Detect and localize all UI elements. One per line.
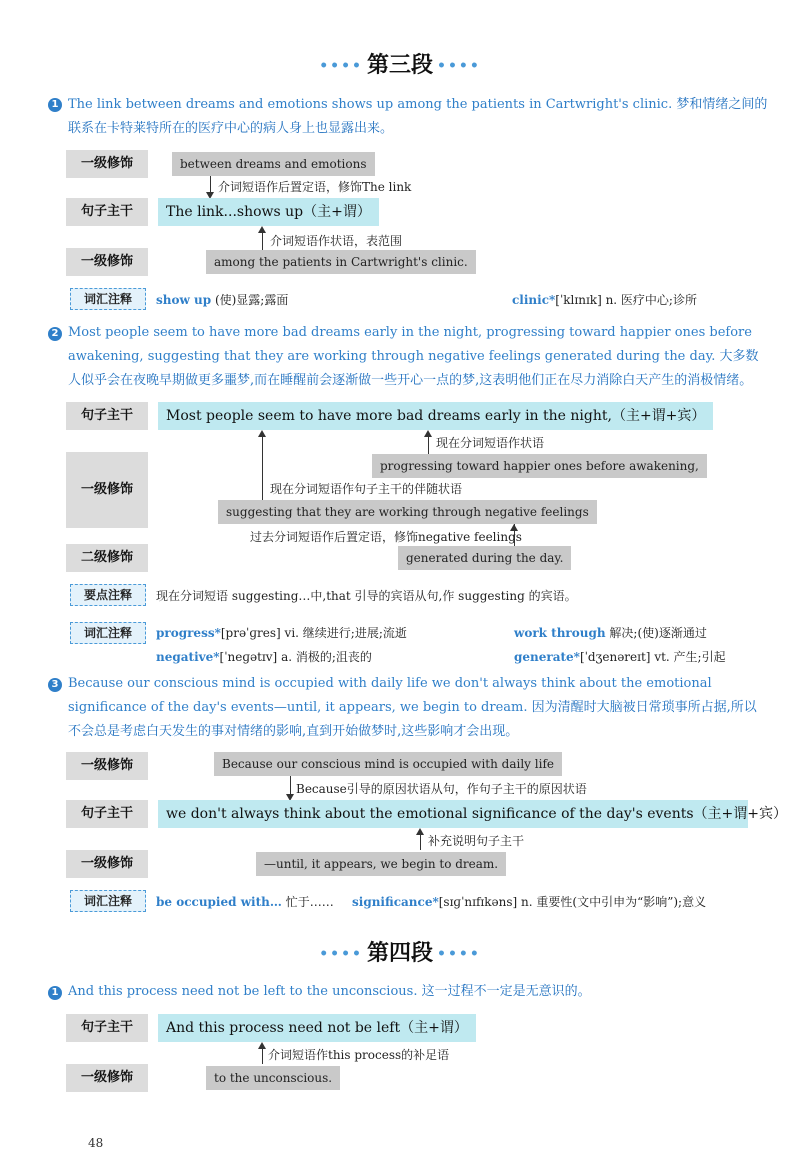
section-title-3	[0, 48, 800, 79]
sentence-en: Most people seem to have more bad dreams early in the night, progressing toward happier ones before awakening, suggesting that they are working through negative feelings generated during the day.	[68, 325, 752, 364]
annotation: 介词短语作状语，表范围	[270, 234, 403, 248]
vocab-word: be occupied with…	[156, 895, 282, 909]
annotation: 介词短语作this process的补足语	[268, 1048, 450, 1062]
vocab-entry	[514, 624, 707, 641]
label-main-clause: 句子主干	[66, 198, 148, 226]
vocab-word: generate*	[514, 650, 580, 664]
vocab-entry	[156, 624, 407, 641]
vocab-word: negative*	[156, 650, 220, 664]
vocab-word: show up	[156, 293, 212, 307]
dots-left: ••••	[319, 946, 363, 962]
modifier-box: generated during the day.	[398, 546, 571, 570]
vocab-word: work through	[514, 626, 606, 640]
annotation: Because引导的原因状语从句，作句子主干的原因状语	[296, 782, 587, 796]
keypoint-text: 现在分词短语 suggesting…中,that 引导的宾语从句,作 suggesting 的宾语。	[156, 589, 577, 603]
connector-line	[262, 230, 263, 250]
vocab-meaning: vi. 继续进行;进展;流逝	[284, 626, 407, 640]
vocab-phonetic: [prəˈɡres]	[220, 626, 281, 640]
vocab-tag: 词汇注释	[70, 288, 146, 310]
sentence-2	[68, 321, 768, 393]
vocab-entry	[156, 291, 288, 308]
section-title-text: 第三段	[366, 52, 433, 78]
label-modifier: 一级修饰	[66, 1064, 148, 1092]
vocab-word: clinic*	[512, 293, 556, 307]
vocab-phonetic: [ˈneɡətɪv]	[219, 650, 278, 664]
dots-right: ••••	[437, 946, 481, 962]
annotation: 现在分词短语作句子主干的伴随状语	[270, 482, 463, 496]
label-modifier: 一级修饰	[66, 248, 148, 276]
sentence-3	[68, 672, 768, 744]
sentence-1	[68, 93, 768, 141]
main-clause-box: we don't always think about the emotional significance of the day's events（主+谓+宾）	[158, 800, 748, 828]
vocab-word: progress*	[156, 626, 221, 640]
vocab-phonetic: [sɪɡˈnɪfɪkəns]	[438, 895, 518, 909]
vocab-meaning: 忙于……	[285, 895, 334, 909]
modifier-box: Because our conscious mind is occupied with daily life	[214, 752, 562, 776]
sentence-number: 1	[48, 986, 62, 1000]
modifier-box: —until, it appears, we begin to dream.	[256, 852, 506, 876]
vocab-meaning: n. 重要性(文中引申为“影响”);意义	[521, 895, 707, 909]
sentence-zh: 大多数人似乎会在夜晚早期做更多噩梦,而在睡醒前会逐渐做一些开心一点的梦,这表明他们正在尽力消除白天产生的消极情绪。	[68, 349, 759, 388]
sentence-zh: 这一过程不一定是无意识的。	[421, 984, 591, 999]
section-title-4	[0, 936, 800, 967]
vocab-entry	[156, 893, 334, 910]
vocab-tag: 词汇注释	[70, 890, 146, 912]
label-main-clause: 句子主干	[66, 402, 148, 430]
sentence-zh: 梦和情绪之间的联系在卡特莱特所在的医疗中心的病人身上也显露出来。	[68, 97, 768, 136]
vocab-entry	[514, 648, 726, 665]
vocab-word: significance*	[352, 895, 439, 909]
vocab-meaning: (使)显露;露面	[214, 293, 289, 307]
modifier-box: between dreams and emotions	[172, 152, 375, 176]
vocab-phonetic: [ˈklɪnɪk]	[555, 293, 602, 307]
vocab-entry	[352, 893, 706, 910]
vocab-meaning: 解决;(使)逐渐通过	[609, 626, 707, 640]
modifier-box: to the unconscious.	[206, 1066, 340, 1090]
sentence-4	[68, 980, 768, 1004]
sentence-number: 1	[48, 98, 62, 112]
vocab-tag: 词汇注释	[70, 622, 146, 644]
modifier-box: among the patients in Cartwright's clinic.	[206, 250, 476, 274]
modifier-box: progressing toward happier ones before awakening,	[372, 454, 707, 478]
modifier-box: suggesting that they are working through negative feelings	[218, 500, 597, 524]
vocab-phonetic: [ˈdʒenəreɪt]	[579, 650, 651, 664]
main-clause-box: Most people seem to have more bad dreams early in the night,（主+谓+宾）	[158, 402, 713, 430]
label-secondary-modifier: 二级修饰	[66, 544, 148, 572]
annotation: 介词短语作后置定语，修饰The link	[218, 180, 412, 194]
connector-line	[262, 434, 263, 500]
sentence-en: The link between dreams and emotions shows up among the patients in Cartwright's clinic.	[68, 97, 673, 112]
annotation: 现在分词短语作状语	[436, 436, 545, 450]
sentence-zh: 因为清醒时大脑被日常琐事所占据,所以不会总是考虑白天发生的事对情绪的影响,直到开始做梦时,这些影响才会出现。	[68, 700, 757, 739]
sentence-en: And this process need not be left to the unconscious.	[68, 984, 418, 999]
vocab-meaning: a. 消极的;沮丧的	[281, 650, 372, 664]
section-title-text: 第四段	[366, 940, 433, 966]
vocab-meaning: vt. 产生;引起	[654, 650, 726, 664]
annotation: 补充说明句子主干	[428, 834, 525, 848]
main-clause-box: The link...shows up（主+谓）	[158, 198, 379, 226]
vocab-meaning: n. 医疗中心;诊所	[605, 293, 697, 307]
label-main-clause: 句子主干	[66, 800, 148, 828]
annotation: 过去分词短语作后置定语，修饰negative feelings	[250, 530, 522, 544]
connector-line	[428, 434, 429, 454]
label-modifier: 一级修饰	[66, 752, 148, 780]
vocab-entry	[512, 291, 697, 308]
arrow-up-icon	[424, 430, 432, 437]
page-number: 48	[88, 1136, 104, 1150]
arrow-up-icon	[258, 226, 266, 233]
sentence-number: 3	[48, 678, 62, 692]
arrow-up-icon	[258, 430, 266, 437]
arrow-up-icon	[416, 828, 424, 835]
label-modifier: 一级修饰	[66, 850, 148, 878]
sentence-number: 2	[48, 327, 62, 341]
dots-left: ••••	[319, 58, 363, 74]
main-clause-box: And this process need not be left（主+谓）	[158, 1014, 476, 1042]
connector-line	[290, 776, 291, 796]
sentence-en: Because our conscious mind is occupied with daily life we don't always think about the emotional significance of the day's events—until, it appears, we begin to dream.	[68, 676, 712, 715]
label-main-clause: 句子主干	[66, 1014, 148, 1042]
arrow-up-icon	[258, 1042, 266, 1049]
label-modifier: 一级修饰	[66, 150, 148, 178]
vocab-entry	[156, 648, 372, 665]
keypoint-tag: 要点注释	[70, 584, 146, 606]
label-modifier: 一级修饰	[66, 452, 148, 528]
dots-right: ••••	[437, 58, 481, 74]
